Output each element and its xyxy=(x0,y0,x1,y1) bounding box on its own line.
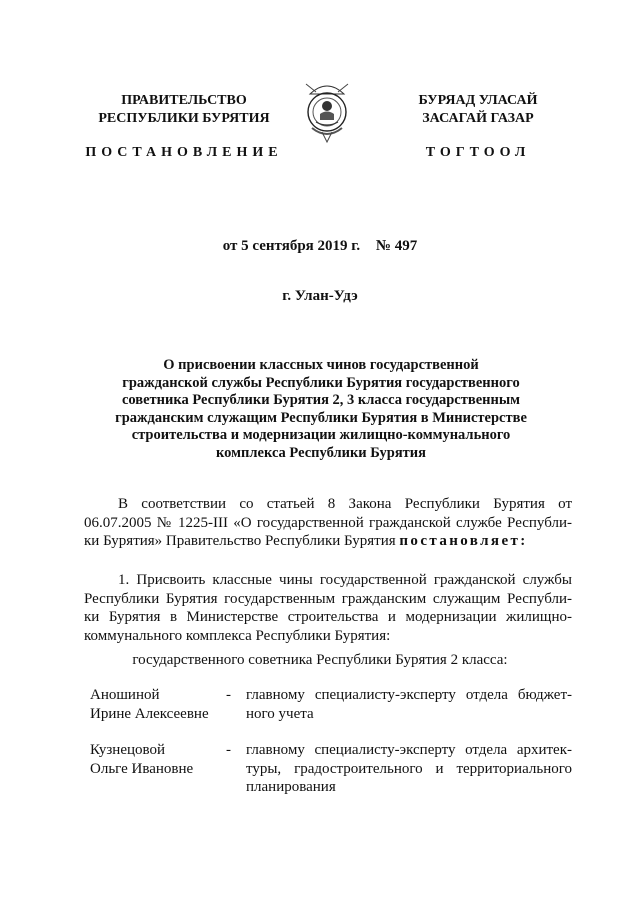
header-left-line-2: РЕСПУБЛИКИ БУРЯТИЯ xyxy=(98,111,270,126)
preamble-paragraph xyxy=(84,495,572,551)
preamble-line-3 xyxy=(84,532,572,551)
title-line: О присвоении классных чинов государственной xyxy=(163,357,479,373)
header-left-doc-type: ПОСТАНОВЛЕНИЕ xyxy=(85,145,283,160)
document-number: № 497 xyxy=(375,238,418,254)
buryatia-coat-of-arms-icon xyxy=(300,76,354,144)
position-line: главному специалисту-эксперту отдела архитек- xyxy=(246,742,572,758)
document-title xyxy=(96,357,546,462)
document-date: от 5 сентября 2019 г. xyxy=(222,238,361,254)
person-position xyxy=(246,741,572,797)
item-1-line: коммунального комплекса Республики Бурятия: xyxy=(84,627,391,644)
person-position xyxy=(246,686,572,723)
position-line: планирования xyxy=(246,779,336,795)
title-line: комплекса Республики Бурятия xyxy=(216,444,426,461)
item-1-line: ки Бурятия в Министерстве строительства и модернизации жилищно- xyxy=(84,609,572,625)
header-right-line-1: БУРЯАД УЛАСАЙ xyxy=(418,93,538,108)
header-right xyxy=(380,92,576,162)
preamble-line-3-text: ки Бурятия» Правительство Республики Бурятия xyxy=(84,533,396,549)
person-given-name: Ирине Алексеевне xyxy=(90,705,209,722)
item-1-line: 1. Присвоить классные чины государственной гражданской службы xyxy=(118,572,572,588)
item-1-paragraph xyxy=(84,571,572,645)
preamble-line-2: 06.07.2005 № 1225-III «О государственной гражданской службе Республи- xyxy=(84,514,572,531)
document-city: г. Улан-Удэ xyxy=(282,288,358,304)
person-dash: - xyxy=(226,687,231,703)
header-right-line-2: ЗАСАГАЙ ГАЗАР xyxy=(422,111,534,126)
document-date-line xyxy=(0,238,640,255)
header-left-line-1: ПРАВИТЕЛЬСТВО xyxy=(121,93,247,108)
title-line: строительства и модернизации жилищно-коммунального xyxy=(131,427,511,443)
title-line: гражданской службы Республики Бурятия государственного xyxy=(122,374,520,391)
preamble-line-1: В соответствии со статьей 8 Закона Республики Бурятия от xyxy=(118,496,572,512)
person-surname: Кузнецовой xyxy=(90,742,166,758)
position-line: туры, градостроительного и территориального xyxy=(246,760,572,777)
header-right-doc-type: ТОГТООЛ xyxy=(425,145,531,160)
item-1-line: Республики Бурятия государственным гражданским служащим Республи- xyxy=(84,590,572,607)
person-surname: Аношиной xyxy=(90,687,160,703)
person-name xyxy=(90,686,222,723)
position-line: ного учета xyxy=(246,705,314,722)
header-left xyxy=(84,92,284,162)
title-line: гражданским служащим Республики Бурятия в Министерстве xyxy=(115,409,527,426)
person-given-name: Ольге Ивановне xyxy=(90,760,194,777)
rank-subheading: государственного советника Республики Бурятия 2 класса: xyxy=(132,652,508,668)
position-line: главному специалисту-эксперту отдела бюджет- xyxy=(246,687,572,703)
title-line: советника Республики Бурятия 2, 3 класса государственным xyxy=(121,392,521,408)
resolution-keyword: постановляет: xyxy=(399,533,528,549)
person-name xyxy=(90,741,222,778)
person-dash: - xyxy=(226,742,231,758)
